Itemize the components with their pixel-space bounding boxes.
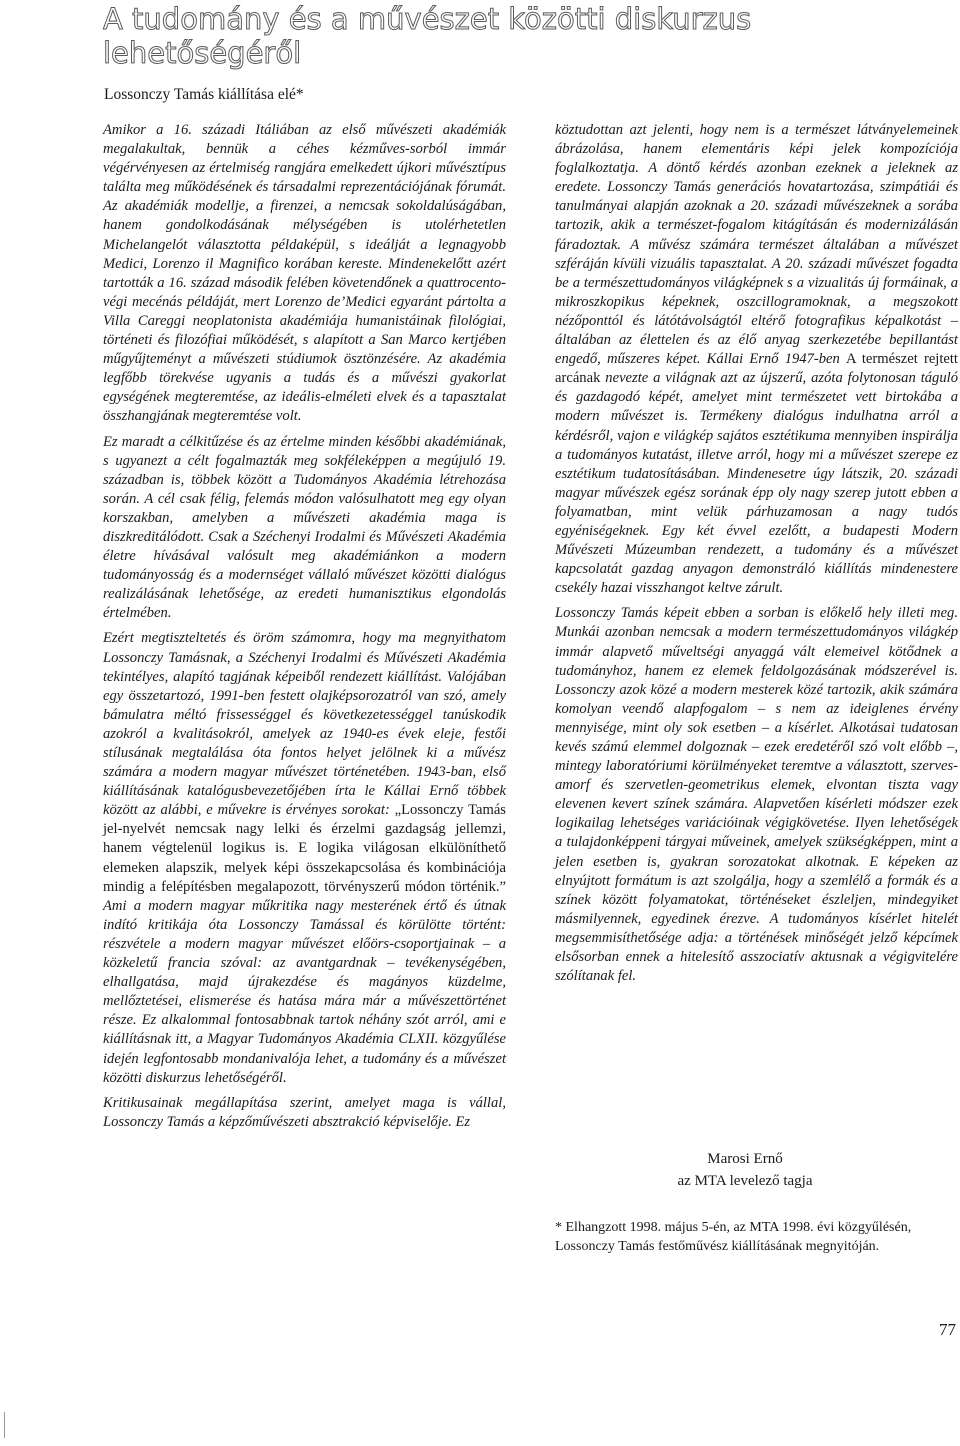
paragraph [103, 1094, 506, 1132]
article-subtitle: Lossonczy Tamás kiállítása elé* [104, 86, 304, 103]
text-run: Ezért megtiszteltetés és öröm számomra, hogy ma megnyithatom Lossonczy Tamásnak, a Széchenyi Irodalmi és Művészeti Akadémia tekintélyes, alapító tagjának képeiből rendezett kiállítást. Valójában egy összetartozó, 1991-ben festett olajképsorozatról van szó, amely bámulatra méltó frissességgel és következetességgel tanúskodik azokról a kvalitásokról, amelyek az 1940-es évek eleje, festői stílusának megtalálása óta fontos helyet jelölnek ki a művész számára a modern magyar művészet történetében. 1943-ban, első kiállításának katalógusbevezetőjében írta le Kállai Ernő többek között az alábbi, e művekre is érvényes sorokat: [103, 630, 506, 819]
page-number: 77 [939, 1320, 956, 1339]
signature-block [615, 1148, 875, 1192]
text-run: Kritikusainak megállapítása szerint, amelyet maga is vállal, Lossonczy Tamás a képzőművészeti absztrakció képviselője. Ez [103, 1094, 506, 1130]
article-title: A tudomány és a művészet közötti diskurzus lehetőségéről [103, 2, 752, 70]
author-name: Marosi Ernő [707, 1151, 783, 1167]
left-text-column [103, 121, 506, 1138]
paragraph [103, 629, 506, 1087]
text-run: köztudottan azt jelenti, hogy nem is a természet látványelemeinek ábrázolása, hanem elementáris képi jelek kompozíciója foglalkoztatja. A döntő kérdés azonban ezeknek a jeleknek az eredete. Lossonczy Tamás generációs hovatartozása, szimpátiái és tanulmányai alapján azoknak a 20. századi művészeknek a sorába tartozik, akik a természet-fogalom kitágításán és modernizálásán fáradoztak. A művész számára természet általában a művészet szféráján kívüli vizuális tapasztalat. A 20. századi művészet fogadta be a természettudományos világképnek s a vizualitás új formáinak, a mikroszkopikus képeknek, oszcillogramoknak, a megszokott nézőponttól és látótávolságtól eltérő fotografikus képalkotást – általában az élettelen és az élő anyag szerkezetébe bepillantást engedő, műszeres képet. Kállai Ernő 1947-ben [555, 122, 958, 368]
paragraph [103, 121, 506, 427]
footnote: * Elhangzott 1998. május 5-én, az MTA 1998. évi közgyűlésén, Lossonczy Tamás festőművész kiállításának megnyitóján. [555, 1220, 912, 1254]
paragraph [103, 433, 506, 624]
text-run: nevezte a világnak azt az újszerű, azóta folytonosan táguló és gazdagodó képét, amelyet mint természetet vett birtokába a modern művészet is. Termékeny dialógus indulhatna arról a kérdésről, vajon e világkép sajátos esztétikuma mennyiben inspirálja a tudományos kutatást, illetve arról, hogy mi a művészet szerepe ez esztétikum tudatosításában. Mindenesetre úgy látszik, 20. századi magyar művészek egész sorának épp oly nagy szerep jutott ebben a folyamatban, mint velük párhuzamosan a nagy tudós egyéniségeknek. Egy két évvel ezelőtt, a budapesti Modern Művészeti Múzeumban rendezett, a tudomány és a művészet kapcsolatát gazdag anyagon demonstráló kiállítás mindenestere csekély hazai visszhangot keltve zárult. [555, 370, 958, 597]
paragraph [555, 121, 958, 598]
author-role: az MTA levelező tagja [677, 1173, 813, 1189]
paragraph [555, 604, 958, 986]
right-text-column [555, 121, 958, 992]
text-run: „Lossonczy Tamás jel-nyelvét nemcsak nagy lelki és érzelmi gazdagság jellemzi, hanem végtelenül logikus is. E logika világosan elkülöníthető elemeken alapszik, melyek képi összekapcsolása és kombinációja mindig a felépítésben megalapozott, törvényszerű módon történik.” [103, 802, 506, 895]
text-run: Amikor a 16. századi Itáliában az első művészeti akadémiák megalakultak, bennük a céhes kézműves-sorból immár végérvényesen az értelmiség rangjára emelkedett újkori művésztípus találta meg működésének és társadalmi reprezentációjának fórumát. Az akadémiák modellje, a firenzei, a nemcsak sokoldalúságában, hanem gondolkodásának mélységében is utolérhetetlen Michelangelót választotta példaképül, s ideálját a legnagyobb Medici, Lorenzo il Magnifico korában kereste. Mindenekelőtt azért tartották a 16. század második felében követendőnek a quattrocento-végi mecénás példáját, mert Lorenzo de’Medici egyaránt pártolta a Villa Careggi neoplatonista akadémiája humanistáinak filológiai, történeti és filozófiai működését, s alapított a San Marco kertjében műgyűjteményt a művészeti stúdiumok ösztönzésére. Az akadémia legfőbb törekvése ugyanis a tudás és a művészi gyakorlat egységének megteremtése, az ideális-elméleti elvek és a tapasztalat összhangjának megteremtése volt. [103, 122, 506, 425]
text-run: Lossonczy Tamás képeit ebben a sorban is előkelő hely illeti meg. Munkái azonban nemcsak a modern természettudományos világkép immár alapvető műveltségi anyaggá vált elemeivel kötődnek a tudományhoz, hanem ez elemek feldolgozásának módszerével is. Lossonczy azok közé a modern mesterek közé tartozik, akik számára komolyan veendő alapfogalom – s nem az ideiglenes érvény mennyisége, mint oly sok esetben – a kísérlet. Alkotásai tudatosan kevés számú elemmel dolgoznak – ezek eredetéről szó volt előbb –, mintegy laboratóriumi körülményeket teremtve a választott, szerves-amorf és szervetlen-geometrikus elemek, elvontan tiszta vagy elevenen kevert színek számára. Alapvetően kísérleti módszer ezek logikailag lehetséges variációinak végigkövetése. Ilyen lehetőségek a tulajdonképpeni tárgyai műveinek, amelyek szükségképpen, mint a jelen esetben is, gyakran sorozatokat alkotnak. E képeken az elnyújtott formátum is azt szolgálja, hogy a szemlélő a formák és a színek között folyamatokat, történéseket észleljen, mindegyiket másmilyennek, egyedinek érezve. A tudományos kísérlet hitelét megsemmisíthetősége adja: a történések minőségét jelző képcímek elsősorban ennek a hitelesítő asszociatív aktusnak a végigvitelére szólítanak fel. [555, 605, 958, 985]
text-run: A természet rejtett arcának [555, 351, 958, 387]
text-run: Ez maradt a célkitűzése és az értelme minden későbbi akadémiának, s ugyanezt a célt fogalmazták meg sokféleképpen a megújuló 19. században is, többek között a Tudományos Akadémia létrehozása során. A cél csak félig, felemás módon valósulhatott meg egy olyan korszakban, amelyben a művészeti akadémia maga is diszkreditálódott. Csak a Széchenyi Irodalmi és Művészeti Akadémia életre hívásával valósult meg akadémiánkon a modern tudományosság és a modernséget vállaló művészet közötti dialógus realizálásának lehetősége, az eredeti humanisztikus elgondolás értelmében. [103, 433, 506, 622]
margin-mark [4, 1412, 5, 1438]
text-run: Ami a modern magyar műkritika nagy mesterének értő és útnak indító kritikája óta Lossonczy Tamással és körülötte történt: részvétele a modern magyar művészet előörs-csoportjainak – a közkeletű francia szóval: az avantgardnak – tevékenységében, elhallgatása, majd újrakezdése és magányos küzdelme, mellőztetései, elismerése és hatása mára már a művészettörténet része. Ez alkalommal fontosabbnak tartok néhány szót arról, ami e kiállításnak itt, a Magyar Tudományos Akadémia CLXII. közgyűlése idején legfontosabb mondanivalója lehet, a tudomány és a művészet közötti diskurzus lehetőségéről. [103, 897, 506, 1086]
